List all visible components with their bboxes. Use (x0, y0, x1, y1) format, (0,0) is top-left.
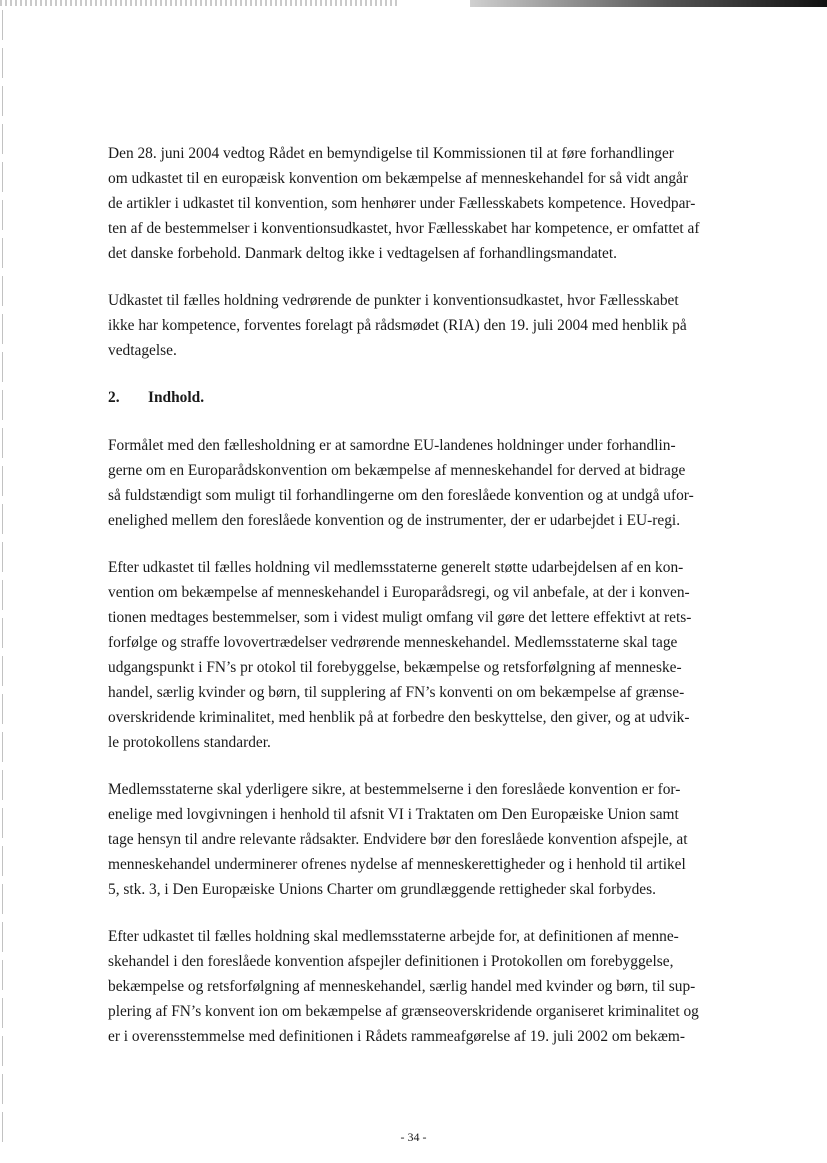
text-line: overskridende kriminalitet, med henblik på at forbedre den beskyttelse, den giver, og at udvik- (108, 709, 690, 726)
text-line: plering af FN’s konvent ion om bekæmpelse af grænseoverskridende organiseret kriminalitet og (108, 1003, 699, 1020)
paragraph-member-state-support (108, 555, 760, 755)
text-line: vention om bekæmpelse af menneskehandel i Europarådsregi, og vil anbefale, at der i konven- (108, 584, 690, 601)
text-line: bekæmpelse og retsforfølgning af menneskehandel, særlig handel med kvinder og børn, til sup- (108, 978, 696, 995)
text-line: udgangspunkt i FN’s pr otokol til forebyggelse, bekæmpelse og retsforfølgning af menneske- (108, 659, 682, 676)
paragraph-mandate (108, 141, 760, 266)
text-line: tage hensyn til andre relevante rådsakter. Endvidere bør den foreslåede konvention afspejle, at (108, 831, 688, 848)
scan-artifact-top-left (0, 0, 400, 6)
document-body (108, 141, 760, 1071)
text-line: Udkastet til fælles holdning vedrørende de punkter i konventionsudkastet, hvor Fællesskabet (108, 292, 679, 309)
section-title: Indhold. (148, 389, 205, 406)
text-line: 5, stk. 3, i Den Europæiske Unions Charter om grundlæggende rettigheder skal forbydes. (108, 881, 656, 898)
section-number: 2. (108, 389, 120, 406)
paragraph-definition (108, 924, 760, 1049)
paragraph-purpose (108, 433, 760, 533)
text-line: tionen medtages bestemmelser, som i videst muligt omfang vil gøre det lettere effektivt at rets- (108, 609, 692, 626)
text-line: det danske forbehold. Danmark deltog ikke i vedtagelsen af forhandlingsmandatet. (108, 245, 618, 262)
text-line: de artikler i udkastet til konvention, som henhører under Fællesskabets kompetence. Hovedpar- (108, 195, 696, 212)
text-line: vedtagelse. (108, 342, 177, 359)
text-line: forfølge og straffe lovovertrædelser vedrørende menneskehandel. Medlemsstaterne skal tage (108, 634, 678, 651)
paragraph-common-position-draft (108, 288, 760, 363)
text-line: handel, særlig kvinder og børn, til supplering af FN’s konventi on om bekæmpelse af grænse- (108, 684, 685, 701)
text-line: ikke har kompetence, forventes forelagt på rådsmødet (RIA) den 19. juli 2004 med henblik på (108, 317, 687, 334)
text-line: Efter udkastet til fælles holdning vil medlemsstaterne generelt støtte udarbejdelsen af en kon- (108, 559, 684, 576)
text-line: Efter udkastet til fælles holdning skal medlemsstaterne arbejde for, at definitionen af menne- (108, 928, 679, 945)
section-heading (108, 385, 760, 410)
text-line: gerne om en Europarådskonvention om bekæmpelse af menneskehandel for derved at bidrage (108, 462, 686, 479)
text-line: er i overensstemmelse med definitionen i Rådets rammeafgørelse af 19. juli 2002 om bekæm- (108, 1028, 685, 1045)
text-line: menneskehandel underminerer ofrenes nydelse af menneskerettigheder og i henhold til artikel (108, 856, 686, 873)
text-line: enelighed mellem den foreslåede konvention og de instrumenter, der er udarbejdet i EU-regi. (108, 512, 681, 529)
text-line: ten af de bestemmelser i konventionsudkastet, hvor Fællesskabet har kompetence, er omfattet af (108, 220, 700, 237)
page-number: - 34 - (400, 1130, 427, 1144)
text-line: Formålet med den fællesholdning er at samordne EU-landenes holdninger under forhandlin- (108, 437, 676, 454)
text-line: så fuldstændigt som muligt til forhandlingerne om den foreslåede konvention og at undgå ufor- (108, 487, 694, 504)
text-line: Medlemsstaterne skal yderligere sikre, at bestemmelserne i den foreslåede konvention er for- (108, 781, 681, 798)
text-line: le protokollens standarder. (108, 734, 271, 751)
paragraph-compatibility (108, 777, 760, 902)
scan-artifact-left-edge (2, 10, 3, 1150)
text-line: skehandel i den foreslåede konvention afspejler definitionen i Protokollen om forebyggelse, (108, 953, 674, 970)
text-line: enelige med lovgivningen i henhold til afsnit VI i Traktaten om Den Europæiske Union samt (108, 806, 679, 823)
text-line: om udkastet til en europæisk konvention om bekæmpelse af menneskehandel for så vidt angår (108, 170, 689, 187)
text-line: Den 28. juni 2004 vedtog Rådet en bemyndigelse til Kommissionen til at føre forhandlinger (108, 145, 674, 162)
scan-artifact-top-right (470, 0, 827, 7)
